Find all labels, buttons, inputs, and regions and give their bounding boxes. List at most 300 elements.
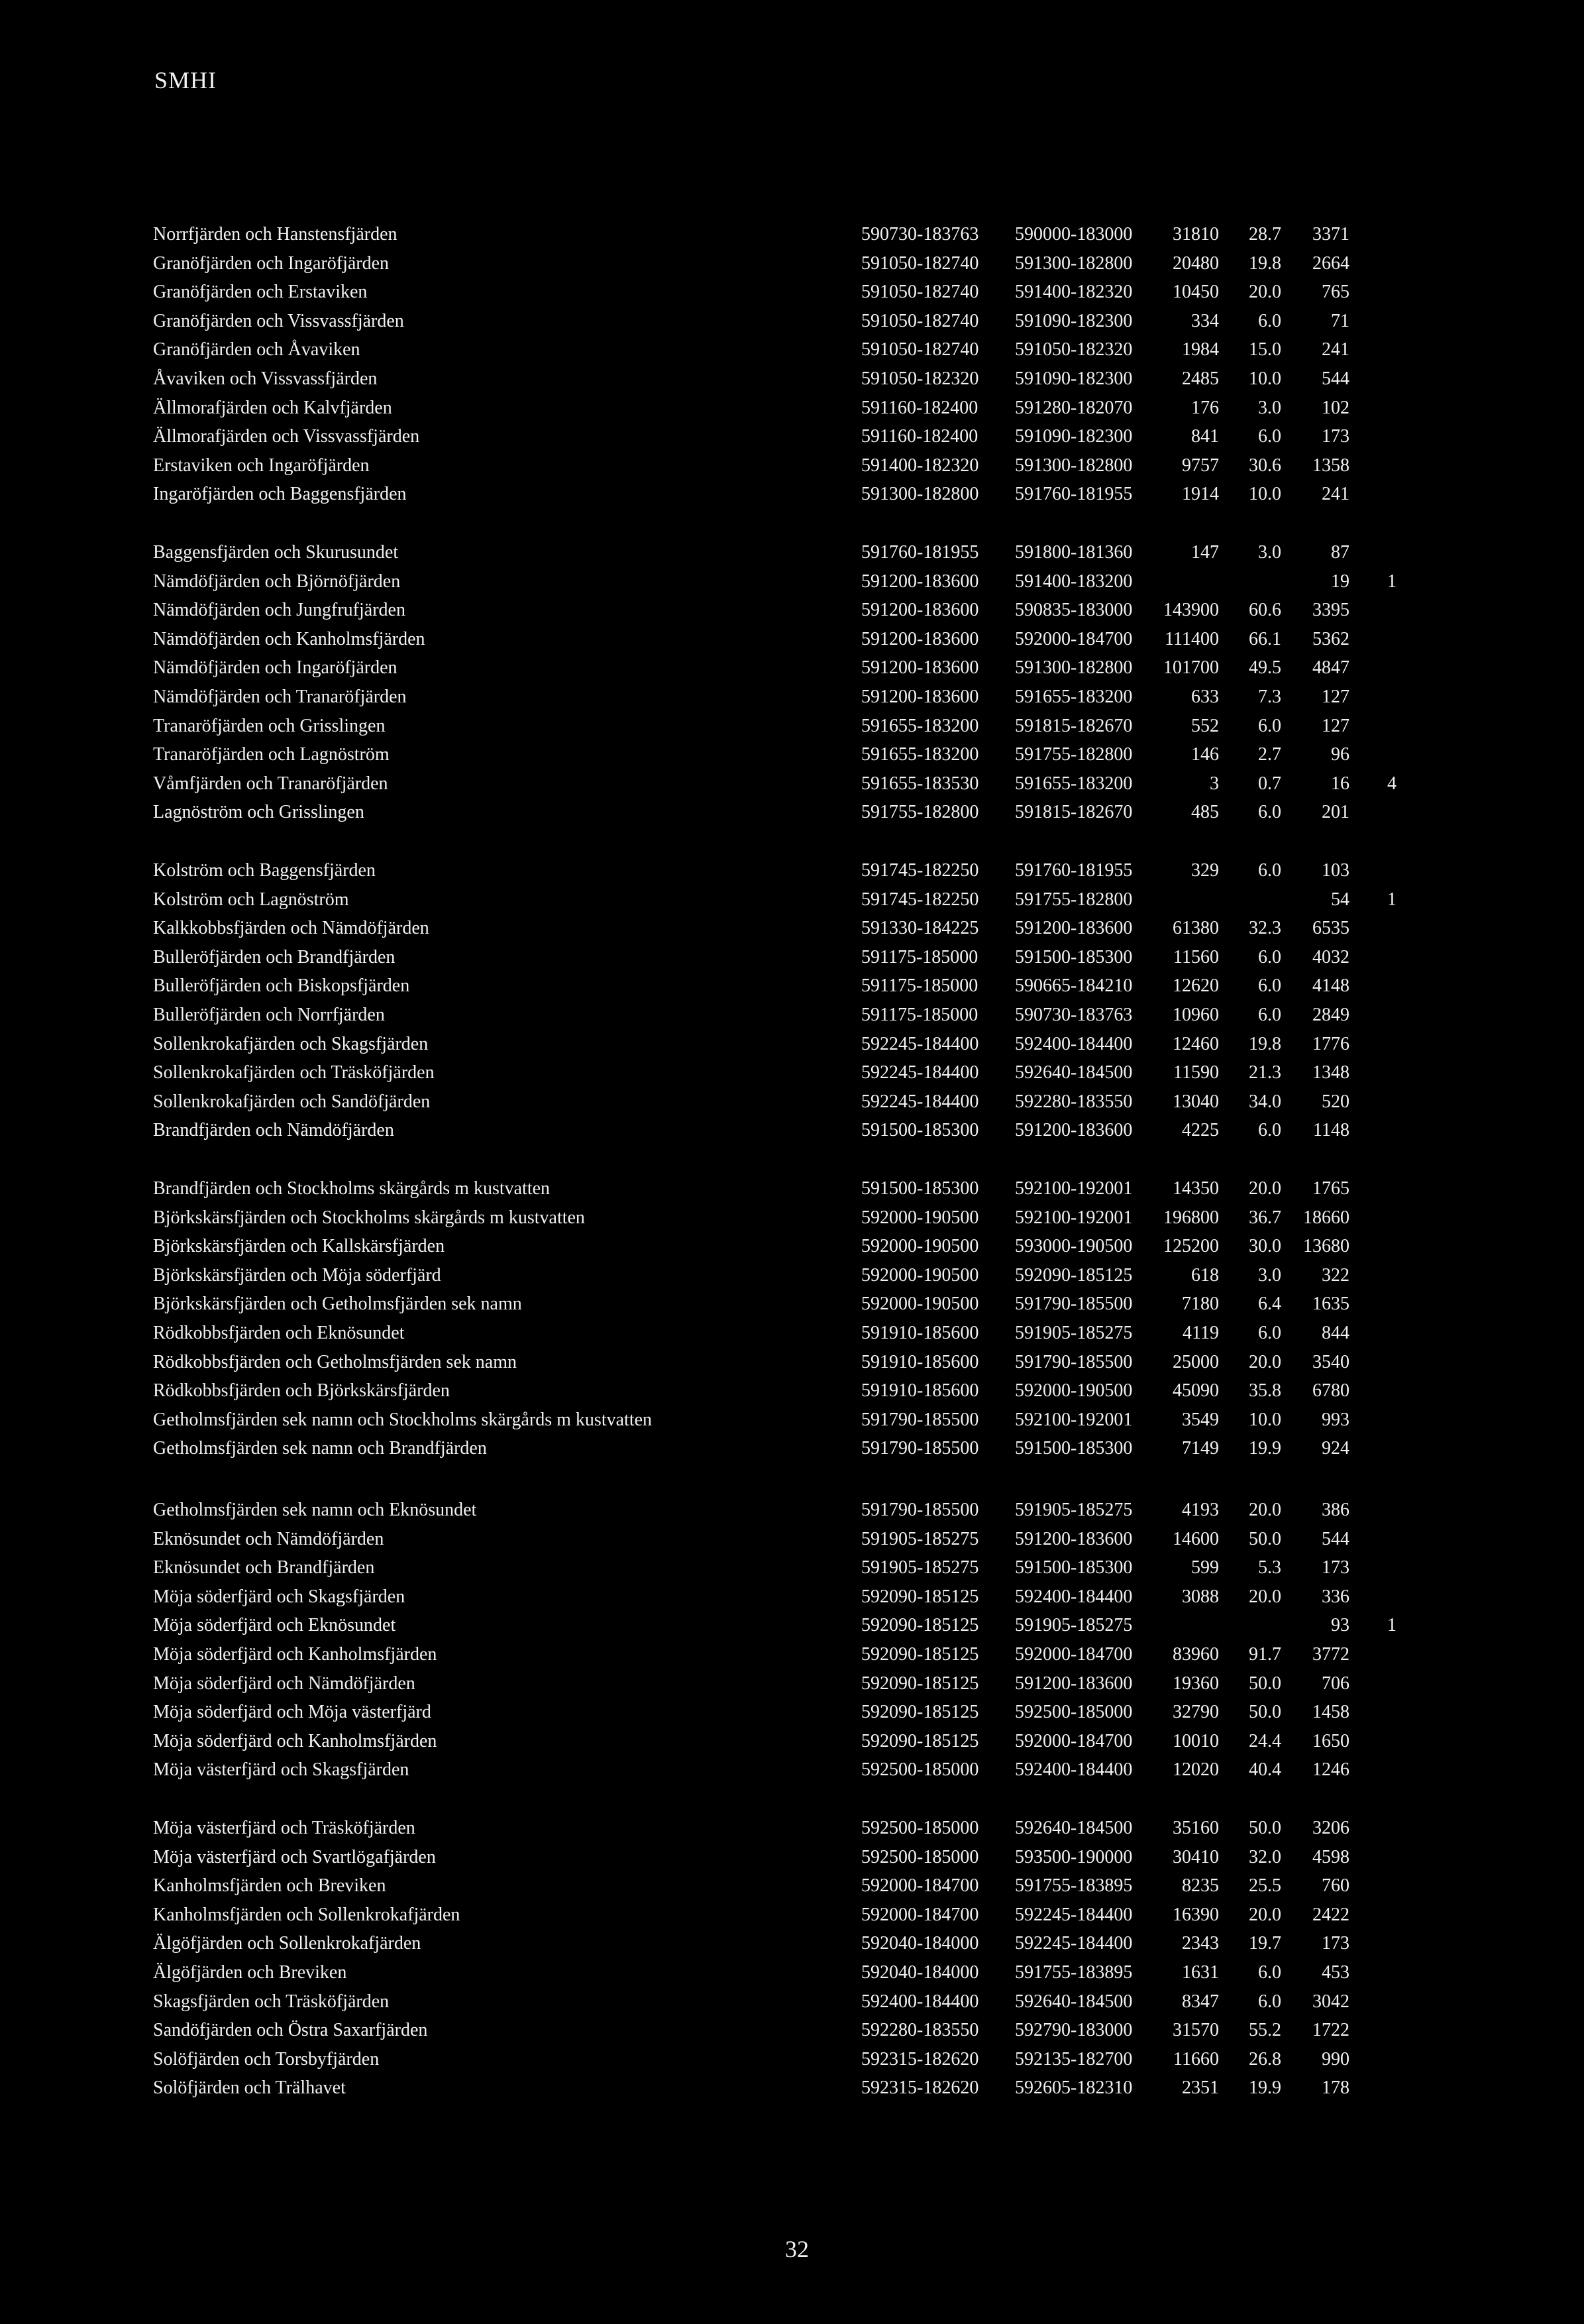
value-2: 6.0: [1258, 1991, 1281, 2012]
value-1: 485: [1191, 802, 1219, 823]
value-3: 16: [1331, 773, 1349, 794]
from-code: 591200-183600: [861, 687, 979, 707]
strait-name: Nämdöfjärden och Kanholmsfjärden: [153, 628, 425, 649]
value-2: 6.0: [1258, 1962, 1281, 1983]
value-3: 844: [1322, 1323, 1349, 1343]
table-row: [0, 220, 1584, 249]
value-1: 841: [1191, 426, 1219, 447]
to-code: 591090-182300: [1015, 426, 1133, 447]
to-code: 592000-184700: [1015, 628, 1133, 649]
value-3: 322: [1322, 1264, 1349, 1286]
from-code: 591400-182320: [861, 455, 979, 476]
strait-name: Kanholmsfjärden och Sollenkrokafjärden: [153, 1904, 460, 1925]
from-code: 591175-185000: [861, 946, 978, 968]
from-code: 592040-184000: [861, 1962, 979, 1983]
value-3: 54: [1331, 889, 1349, 910]
from-code: 592090-185125: [861, 1702, 979, 1723]
value-2: 35.8: [1249, 1380, 1281, 1402]
strait-name: Eknösundet och Nämdöfjärden: [153, 1528, 384, 1549]
from-code: 591175-185000: [861, 975, 978, 997]
value-3: 6535: [1312, 918, 1349, 939]
value-2: 30.6: [1249, 455, 1281, 476]
strait-name: Möja söderfjärd och Eknösundet: [153, 1615, 396, 1636]
to-code: 591790-185500: [1015, 1294, 1133, 1315]
value-1: 146: [1191, 744, 1219, 765]
value-3: 241: [1322, 484, 1349, 505]
value-1: 14600: [1173, 1528, 1219, 1549]
value-3: 1722: [1312, 2020, 1349, 2041]
value-1: 61380: [1173, 918, 1219, 939]
from-code: 591910-185600: [861, 1323, 979, 1343]
table-row: [0, 1843, 1584, 1872]
strait-name: Tranaröfjärden och Lagnöström: [153, 744, 390, 765]
table-row: [0, 335, 1584, 364]
value-3: 173: [1322, 426, 1349, 447]
strait-name: Granöfjärden och Erstaviken: [153, 282, 368, 303]
value-1: 12460: [1173, 1033, 1219, 1054]
to-code: 591500-185300: [1015, 946, 1133, 968]
to-code: 591300-182800: [1015, 252, 1133, 274]
value-2: 10.0: [1249, 484, 1281, 505]
value-2: 6.0: [1258, 1323, 1281, 1343]
table-row: [0, 1434, 1584, 1463]
strait-name: Norrfjärden och Hanstensfjärden: [153, 224, 397, 245]
table-row: [0, 683, 1584, 712]
from-code: 592500-185000: [861, 1818, 979, 1838]
value-2: 60.6: [1249, 600, 1281, 621]
from-code: 591330-184225: [861, 918, 979, 939]
strait-name: Kalkkobbsfjärden och Nämdöfjärden: [153, 918, 429, 939]
from-code: 592000-190500: [861, 1236, 979, 1257]
value-2: 6.4: [1258, 1294, 1281, 1315]
table-row: [0, 1582, 1584, 1612]
to-code: 592400-184400: [1015, 1759, 1133, 1781]
table-row: [0, 1525, 1584, 1554]
strait-name: Eknösundet och Brandfjärden: [153, 1557, 375, 1578]
value-2: 3.0: [1258, 1264, 1281, 1286]
to-code: 592100-192001: [1015, 1409, 1133, 1430]
table-row: [0, 1261, 1584, 1290]
table-row: [0, 653, 1584, 683]
strait-name: Nämdöfjärden och Björnöfjärden: [153, 571, 401, 592]
strait-name: Granöfjärden och Ingaröfjärden: [153, 252, 390, 274]
table-row: [0, 2016, 1584, 2045]
value-1: 176: [1191, 397, 1219, 418]
value-2: 10.0: [1249, 1409, 1281, 1430]
value-3: 2422: [1312, 1904, 1349, 1925]
to-code: 590835-183000: [1015, 600, 1133, 621]
value-1: 618: [1191, 1264, 1219, 1286]
from-code: 591905-185275: [861, 1528, 979, 1549]
from-code: 591200-183600: [861, 628, 979, 649]
strait-name: Björkskärsfjärden och Kallskärsfjärden: [153, 1236, 445, 1257]
table-row: [0, 1290, 1584, 1319]
table-row: [0, 1814, 1584, 1843]
strait-name: Bulleröfjärden och Brandfjärden: [153, 946, 396, 968]
note-marker: 1: [1387, 1615, 1397, 1636]
strait-name: Älgöfjärden och Breviken: [153, 1962, 347, 1983]
from-code: 591745-182250: [861, 860, 979, 881]
to-code: 591090-182300: [1015, 368, 1133, 389]
to-code: 591500-185300: [1015, 1557, 1133, 1578]
to-code: 592245-184400: [1015, 1933, 1133, 1954]
to-code: 591755-182800: [1015, 744, 1133, 765]
table-row: [0, 1929, 1584, 1958]
value-3: 1458: [1312, 1702, 1349, 1723]
to-code: 591300-182800: [1015, 455, 1133, 476]
from-code: 592090-185125: [861, 1644, 979, 1665]
table-row: [0, 422, 1584, 451]
value-3: 173: [1322, 1557, 1349, 1578]
value-2: 6.0: [1258, 860, 1281, 881]
value-1: 101700: [1163, 657, 1219, 679]
strait-name: Baggensfjärden och Skurusundet: [153, 542, 399, 563]
to-code: 592500-185000: [1015, 1702, 1133, 1723]
value-2: 7.3: [1258, 687, 1281, 707]
value-3: 71: [1331, 310, 1349, 331]
value-1: 1631: [1182, 1962, 1219, 1983]
value-2: 5.3: [1258, 1557, 1281, 1578]
table-row: [0, 971, 1584, 1001]
value-2: 21.3: [1249, 1062, 1281, 1083]
value-2: 6.0: [1258, 975, 1281, 997]
value-1: 19360: [1173, 1673, 1219, 1694]
value-2: 6.0: [1258, 715, 1281, 736]
table-row: [0, 856, 1584, 885]
table-row: [0, 625, 1584, 654]
value-1: 10450: [1173, 282, 1219, 303]
value-1: 14350: [1173, 1178, 1219, 1199]
strait-name: Nämdöfjärden och Ingaröfjärden: [153, 657, 397, 679]
value-3: 544: [1322, 368, 1349, 389]
from-code: 591790-185500: [861, 1409, 979, 1430]
value-2: 34.0: [1249, 1091, 1281, 1112]
value-2: 6.0: [1258, 946, 1281, 968]
strait-name: Möja söderfjärd och Möja västerfjärd: [153, 1702, 431, 1723]
from-code: 592090-185125: [861, 1673, 979, 1694]
table-row: [0, 278, 1584, 307]
value-3: 102: [1322, 397, 1349, 418]
value-3: 993: [1322, 1409, 1349, 1430]
value-2: 50.0: [1249, 1702, 1281, 1723]
strait-name: Björkskärsfjärden och Möja söderfjärd: [153, 1264, 441, 1286]
strait-name: Åvaviken och Vissvassfjärden: [153, 368, 378, 389]
value-3: 336: [1322, 1586, 1349, 1607]
value-1: 1914: [1182, 484, 1219, 505]
value-3: 127: [1322, 687, 1349, 707]
table-row: [0, 1203, 1584, 1233]
value-2: 6.0: [1258, 1120, 1281, 1141]
value-3: 4032: [1312, 946, 1349, 968]
strait-name: Bulleröfjärden och Norrfjärden: [153, 1005, 385, 1025]
from-code: 592280-183550: [861, 2020, 979, 2041]
from-code: 592090-185125: [861, 1730, 979, 1751]
value-3: 6780: [1312, 1380, 1349, 1402]
to-code: 592400-184400: [1015, 1586, 1133, 1607]
table-row: [0, 451, 1584, 480]
from-code: 591050-182740: [861, 339, 979, 360]
to-code: 592245-184400: [1015, 1904, 1133, 1925]
to-code: 592100-192001: [1015, 1178, 1133, 1199]
strait-name: Erstaviken och Ingaröfjärden: [153, 455, 370, 476]
value-2: 20.0: [1249, 1586, 1281, 1607]
value-1: 1984: [1182, 339, 1219, 360]
from-code: 591760-181955: [861, 542, 979, 563]
value-2: 28.7: [1249, 224, 1281, 245]
table-row: [0, 798, 1584, 827]
strait-name: Ingaröfjärden och Baggensfjärden: [153, 484, 407, 505]
value-2: 6.0: [1258, 426, 1281, 447]
strait-name: Rödkobbsfjärden och Getholmsfjärden sek namn: [153, 1351, 517, 1372]
to-code: 590665-184210: [1015, 975, 1133, 997]
from-code: 592000-184700: [861, 1875, 979, 1897]
strait-name: Möja söderfjärd och Skagsfjärden: [153, 1586, 405, 1607]
strait-name: Rödkobbsfjärden och Eknösundet: [153, 1323, 405, 1343]
value-2: 6.0: [1258, 802, 1281, 823]
value-3: 520: [1322, 1091, 1349, 1112]
to-code: 592100-192001: [1015, 1207, 1133, 1228]
value-3: 241: [1322, 339, 1349, 360]
from-code: 591200-183600: [861, 571, 979, 592]
value-2: 66.1: [1249, 628, 1281, 649]
strait-name: Solöfjärden och Trälhavet: [153, 2077, 346, 2099]
value-1: 4193: [1182, 1500, 1219, 1520]
page-number: 32: [785, 2236, 809, 2262]
table-row: [0, 1348, 1584, 1377]
strait-name: Sandöfjärden och Östra Saxarfjärden: [153, 2020, 428, 2041]
value-3: 544: [1322, 1528, 1349, 1549]
strait-name: Kanholmsfjärden och Breviken: [153, 1875, 386, 1897]
to-code: 592640-184500: [1015, 1062, 1133, 1083]
value-1: 83960: [1173, 1644, 1219, 1665]
value-3: 706: [1322, 1673, 1349, 1694]
to-code: 592640-184500: [1015, 1991, 1133, 2012]
to-code: 591815-182670: [1015, 802, 1133, 823]
to-code: 591905-185275: [1015, 1615, 1133, 1636]
from-code: 592090-185125: [861, 1586, 979, 1607]
strait-name: Skagsfjärden och Träsköfjärden: [153, 1991, 390, 2012]
value-1: 8235: [1182, 1875, 1219, 1897]
to-code: 592000-184700: [1015, 1644, 1133, 1665]
table-row: [0, 1871, 1584, 1901]
value-1: 32790: [1173, 1702, 1219, 1723]
value-1: 9757: [1182, 455, 1219, 476]
from-code: 591910-185600: [861, 1351, 979, 1372]
value-3: 386: [1322, 1500, 1349, 1520]
value-1: 111400: [1165, 628, 1219, 649]
table-row: [0, 1727, 1584, 1756]
value-3: 2849: [1312, 1005, 1349, 1025]
strait-name: Kolström och Baggensfjärden: [153, 860, 376, 881]
value-1: 143900: [1163, 600, 1219, 621]
strait-name: Möja västerfjärd och Skagsfjärden: [153, 1759, 409, 1781]
value-3: 87: [1331, 542, 1349, 563]
table-row: [0, 1001, 1584, 1030]
table-row: [0, 596, 1584, 625]
table-row: [0, 1496, 1584, 1525]
strait-name: Möja söderfjärd och Nämdöfjärden: [153, 1673, 415, 1694]
table-row: [0, 1611, 1584, 1640]
value-3: 3371: [1312, 224, 1349, 245]
value-2: 2.7: [1258, 744, 1281, 765]
value-1: 3: [1210, 773, 1219, 794]
from-code: 591790-185500: [861, 1500, 979, 1520]
value-3: 765: [1322, 282, 1349, 303]
table-row: [0, 2045, 1584, 2074]
from-code: 592000-190500: [861, 1264, 979, 1286]
value-3: 18660: [1303, 1207, 1349, 1228]
strait-name: Getholmsfjärden sek namn och Eknösundet: [153, 1500, 477, 1520]
note-marker: 1: [1387, 889, 1397, 910]
value-1: 2343: [1182, 1933, 1219, 1954]
to-code: 592790-183000: [1015, 2020, 1133, 2041]
table-row: [0, 1376, 1584, 1406]
value-2: 55.2: [1249, 2020, 1281, 2041]
value-1: 13040: [1173, 1091, 1219, 1112]
to-code: 591655-183200: [1015, 773, 1133, 794]
value-3: 1358: [1312, 455, 1349, 476]
value-3: 1650: [1312, 1730, 1349, 1751]
value-1: 334: [1191, 310, 1219, 331]
value-1: 633: [1191, 687, 1219, 707]
from-code: 592090-185125: [861, 1615, 979, 1636]
value-3: 924: [1322, 1438, 1349, 1459]
from-code: 592000-190500: [861, 1294, 979, 1315]
strait-name: Möja söderfjärd och Kanholmsfjärden: [153, 1644, 437, 1665]
table-row: [0, 1987, 1584, 2017]
table-row: [0, 1174, 1584, 1203]
table-row: [0, 538, 1584, 567]
strait-name: Möja västerfjärd och Träsköfjärden: [153, 1818, 415, 1838]
table-row: [0, 885, 1584, 914]
from-code: 592000-184700: [861, 1904, 979, 1925]
strait-name: Granöfjärden och Vissvassfjärden: [153, 310, 404, 331]
to-code: 591755-183895: [1015, 1875, 1133, 1897]
from-code: 591050-182740: [861, 252, 979, 274]
value-2: 19.7: [1249, 1933, 1281, 1954]
value-3: 201: [1322, 802, 1349, 823]
table-row: [0, 394, 1584, 423]
value-3: 178: [1322, 2077, 1349, 2099]
value-1: 2351: [1182, 2077, 1219, 2099]
from-code: 591500-185300: [861, 1178, 979, 1199]
value-3: 96: [1331, 744, 1349, 765]
from-code: 591910-185600: [861, 1380, 979, 1402]
table-row: [0, 1901, 1584, 1930]
strait-name: Rödkobbsfjärden och Björkskärsfjärden: [153, 1380, 450, 1402]
to-code: 592135-182700: [1015, 2048, 1133, 2070]
to-code: 591755-182800: [1015, 889, 1133, 910]
strait-name: Ällmorafjärden och Kalvfjärden: [153, 397, 392, 418]
strait-name: Lagnöström och Grisslingen: [153, 802, 364, 823]
value-1: 7149: [1182, 1438, 1219, 1459]
value-2: 6.0: [1258, 310, 1281, 331]
strait-name: Brandfjärden och Stockholms skärgårds m kustvatten: [153, 1178, 551, 1199]
strait-name: Möja västerfjärd och Svartlögafjärden: [153, 1846, 436, 1867]
from-code: 591790-185500: [861, 1438, 979, 1459]
value-2: 0.7: [1258, 773, 1281, 794]
value-2: 40.4: [1249, 1759, 1281, 1781]
table-row: [0, 1116, 1584, 1145]
value-1: 599: [1191, 1557, 1219, 1578]
to-code: 591790-185500: [1015, 1351, 1133, 1372]
value-3: 3206: [1312, 1818, 1349, 1838]
value-1: 11590: [1173, 1062, 1219, 1083]
table-row: [0, 567, 1584, 596]
table-row: [0, 364, 1584, 394]
from-code: 591050-182740: [861, 282, 979, 303]
table-row: [0, 1553, 1584, 1582]
value-1: 31810: [1173, 224, 1219, 245]
value-1: 45090: [1173, 1380, 1219, 1402]
strait-name: Björkskärsfjärden och Stockholms skärgårds m kustvatten: [153, 1207, 585, 1228]
value-3: 127: [1322, 715, 1349, 736]
strait-name: Bulleröfjärden och Biskopsfjärden: [153, 975, 410, 997]
value-2: 50.0: [1249, 1818, 1281, 1838]
strait-name: Getholmsfjärden sek namn och Brandfjärden: [153, 1438, 487, 1459]
to-code: 592090-185125: [1015, 1264, 1133, 1286]
strait-name: Brandfjärden och Nämdöfjärden: [153, 1120, 394, 1141]
value-3: 3540: [1312, 1351, 1349, 1372]
value-2: 25.5: [1249, 1875, 1281, 1897]
value-3: 990: [1322, 2048, 1349, 2070]
to-code: 591090-182300: [1015, 310, 1133, 331]
from-code: 591200-183600: [861, 657, 979, 679]
table-row: [0, 2074, 1584, 2103]
value-1: 147: [1191, 542, 1219, 563]
from-code: 591160-182400: [861, 426, 978, 447]
from-code: 591200-183600: [861, 600, 979, 621]
value-1: 4225: [1182, 1120, 1219, 1141]
from-code: 591745-182250: [861, 889, 979, 910]
table-row: [0, 1698, 1584, 1727]
value-3: 3395: [1312, 600, 1349, 621]
value-2: 20.0: [1249, 1178, 1281, 1199]
to-code: 591400-182320: [1015, 282, 1133, 303]
strait-name: Granöfjärden och Åvaviken: [153, 339, 360, 360]
to-code: 591800-181360: [1015, 542, 1133, 563]
table-row: [0, 914, 1584, 943]
from-code: 592500-185000: [861, 1846, 979, 1867]
strait-name: Solöfjärden och Torsbyfjärden: [153, 2048, 380, 2070]
value-1: 10010: [1173, 1730, 1219, 1751]
strait-name: Getholmsfjärden sek namn och Stockholms skärgårds m kustvatten: [153, 1409, 653, 1430]
from-code: 591300-182800: [861, 484, 979, 505]
from-code: 591050-182320: [861, 368, 979, 389]
to-code: 592000-184700: [1015, 1730, 1133, 1751]
table-row: [0, 1058, 1584, 1087]
value-1: 2485: [1182, 368, 1219, 389]
from-code: 592245-184400: [861, 1062, 979, 1083]
value-3: 13680: [1303, 1236, 1349, 1257]
table-row: [0, 1640, 1584, 1669]
from-code: 591755-182800: [861, 802, 979, 823]
strait-name: Tranaröfjärden och Grisslingen: [153, 715, 386, 736]
to-code: 591905-185275: [1015, 1323, 1133, 1343]
to-code: 591760-181955: [1015, 860, 1133, 881]
value-2: 50.0: [1249, 1673, 1281, 1694]
to-code: 591655-183200: [1015, 687, 1133, 707]
value-1: 12620: [1173, 975, 1219, 997]
from-code: 591655-183530: [861, 773, 979, 794]
to-code: 591300-182800: [1015, 657, 1133, 679]
value-3: 93: [1331, 1615, 1349, 1636]
value-3: 1765: [1312, 1178, 1349, 1199]
value-1: 7180: [1182, 1294, 1219, 1315]
to-code: 592640-184500: [1015, 1818, 1133, 1838]
value-2: 6.0: [1258, 1005, 1281, 1025]
strait-name: Möja söderfjärd och Kanholmsfjärden: [153, 1730, 437, 1751]
